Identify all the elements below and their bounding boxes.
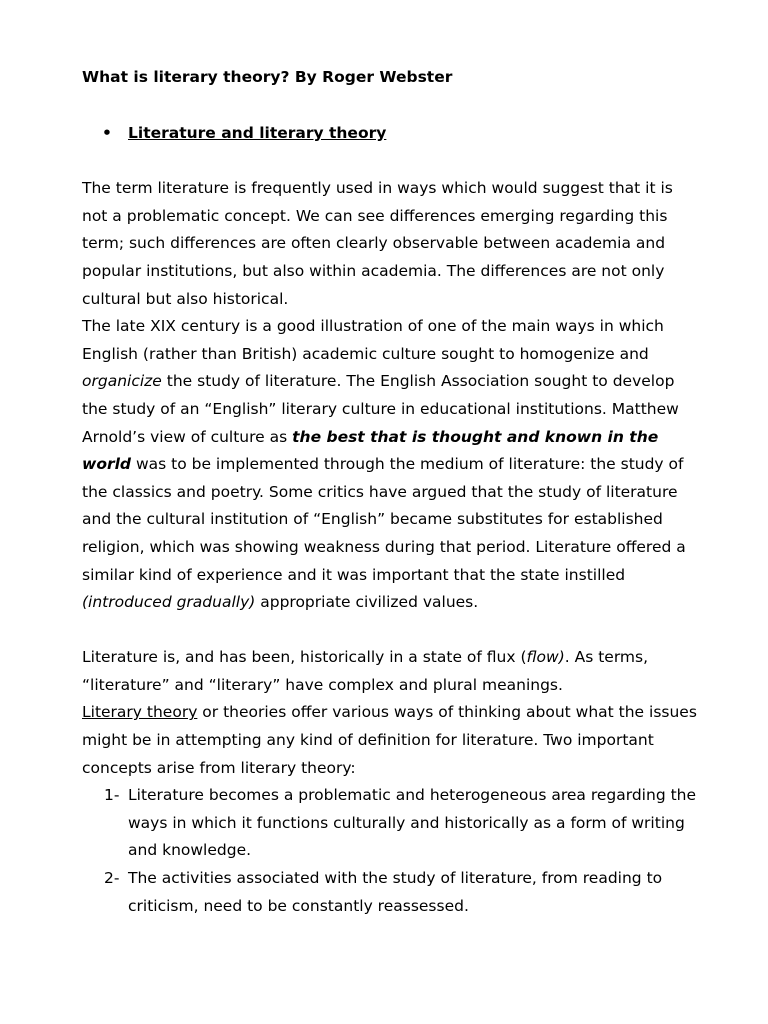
section-heading — [82, 120, 702, 148]
paragraph-1: The term literature is frequently used in ways which would suggest that it is not a problematic concept. We can see differences emerging regarding this term; such differences are often clearly observable between academia and popular institutions, but also within academia. The differences are not only cultural but also historical. — [82, 179, 673, 308]
list-item — [82, 865, 702, 920]
list-item-text: The activities associated with the study of literature, from reading to criticism, need to be constantly reassessed. — [128, 869, 663, 915]
paragraph-2-bold-italic-quote: the best that is thought and known in the world — [82, 427, 659, 474]
paragraph-2 — [82, 313, 702, 617]
paragraph-3 — [82, 644, 702, 699]
document-page — [82, 64, 702, 920]
paragraph-gap — [82, 617, 702, 645]
paragraph-2-text-c: the study of literature. The English Association sought to develop the study of an “English” literary culture in educational institutions. Matthew Arnold’s view of culture as — [82, 372, 679, 446]
paragraph-2-text-e: was to be implemented through the medium of literature: the study of the classics and poetry. Some critics have argued that the study of literature and the cultural institution of “English” became substitutes for established religion, which was showing weakness during that period. Literature offered a similar kind of experience and it was important that the state instilled — [82, 455, 686, 584]
paragraph-3-text-a: Literature is, and has been, historically in a state of flux ( — [82, 648, 527, 667]
section-heading-label: Literature and literary theory — [128, 123, 387, 142]
paragraph-2-text-a: The late XIX century is a good illustration of one of the main ways in which English (rather than British) academic culture sought to homogenize and — [82, 317, 664, 363]
bullet-icon: • — [102, 123, 112, 142]
paragraph-4-text-b: or theories offer various ways of thinking about what the issues might be in attempting any kind of definition for literature. Two important concepts arise from literary theory: — [82, 703, 697, 777]
numbered-list — [82, 782, 702, 920]
paragraph-2-italic-gloss: (introduced gradually) — [82, 593, 256, 612]
paragraph-4-underlined-term: Literary theory — [82, 703, 198, 722]
paragraph-2-italic-organicize: organicize — [82, 372, 162, 391]
document-title: What is literary theory? By Roger Webster — [82, 68, 453, 86]
paragraph-2-text-g: appropriate civilized values. — [255, 593, 479, 612]
paragraph-3-italic-flow: flow) — [526, 648, 565, 667]
list-item — [82, 782, 702, 865]
list-item-number: 1- — [104, 786, 120, 805]
list-item-number: 2- — [104, 869, 120, 888]
paragraph-3-text-c: . As terms, “literature” and “literary” have complex and plural meanings. — [82, 648, 649, 694]
list-item-text: Literature becomes a problematic and heterogeneous area regarding the ways in which it functions culturally and historically as a form of writing and knowledge. — [128, 786, 697, 860]
paragraph-4 — [82, 699, 702, 782]
